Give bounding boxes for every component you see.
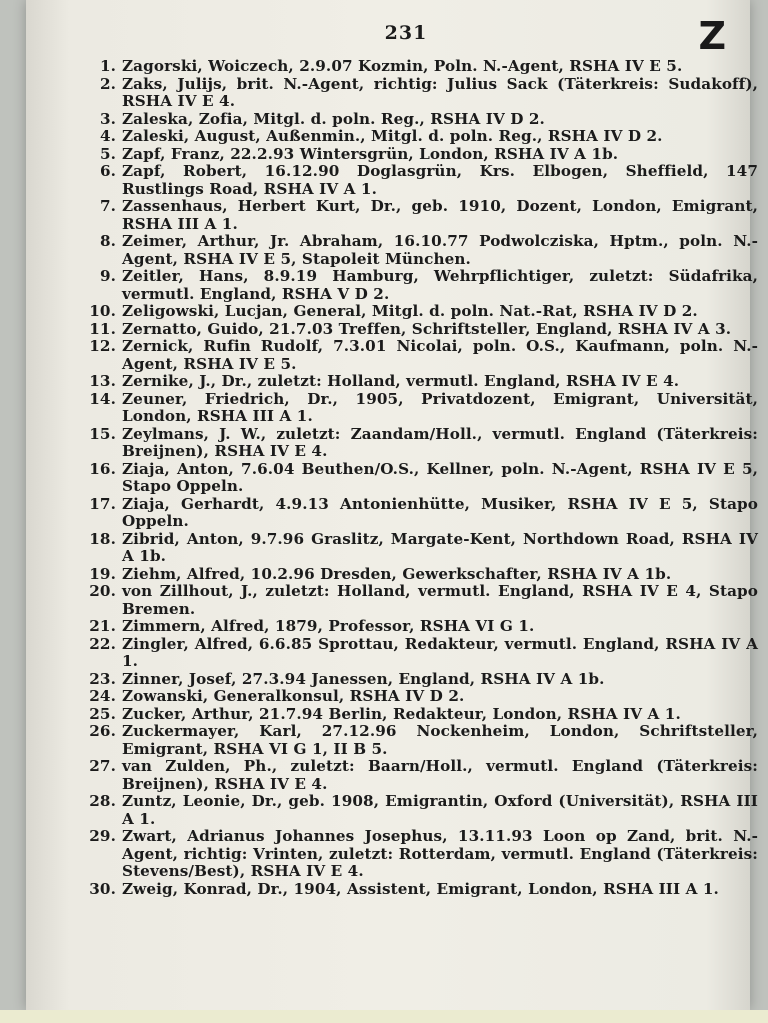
entry-text: Zeuner, Friedrich, Dr., 1905, Privatdozent, Emigrant, Universität, London, RSHA III A 1. xyxy=(122,389,758,425)
entry-text: Zapf, Robert, 16.12.90 Doglasgrün, Krs. Elbogen, Sheffield, 147 Rustlings Road, RSHA IV A 1. xyxy=(122,162,758,198)
entry-text: Zweig, Konrad, Dr., 1904, Assistent, Emigrant, London, RSHA III A 1. xyxy=(122,879,719,898)
list-item xyxy=(86,496,758,531)
list-item xyxy=(86,688,758,706)
list-item xyxy=(86,723,758,758)
entry-text: Ziaja, Gerhardt, 4.9.13 Antonienhütte, Musiker, RSHA IV E 5, Stapo Oppeln. xyxy=(122,494,758,530)
list-item xyxy=(86,338,758,373)
list-item xyxy=(86,583,758,618)
entry-text: Zucker, Arthur, 21.7.94 Berlin, Redakteur, London, RSHA IV A 1. xyxy=(122,704,681,723)
list-item xyxy=(86,618,758,636)
entry-text: Ziaja, Anton, 7.6.04 Beuthen/O.S., Kellner, poln. N.-Agent, RSHA IV E 5, Stapo Oppeln. xyxy=(122,459,758,495)
entry-text: Zassenhaus, Herbert Kurt, Dr., geb. 1910, Dozent, London, Emigrant, RSHA III A 1. xyxy=(122,197,758,233)
entry-number: 19. xyxy=(89,564,116,583)
list-item xyxy=(86,163,758,198)
list-item xyxy=(86,146,758,164)
list-item xyxy=(86,76,758,111)
entry-number: 3. xyxy=(99,109,116,128)
entry-number: 30. xyxy=(89,879,116,898)
list-item xyxy=(86,461,758,496)
entry-text: Zeligowski, Lucjan, General, Mitgl. d. poln. Nat.-Rat, RSHA IV D 2. xyxy=(122,302,698,320)
entry-number: 24. xyxy=(89,687,116,705)
entry-number: 17. xyxy=(89,494,116,513)
list-item xyxy=(86,636,758,671)
list-item xyxy=(86,531,758,566)
entry-number: 6. xyxy=(99,162,116,180)
entry-number: 16. xyxy=(89,459,116,478)
entry-number: 10. xyxy=(89,302,116,320)
list-item xyxy=(86,198,758,233)
entry-number: 27. xyxy=(89,757,116,775)
entry-text: Zaleska, Zofia, Mitgl. d. poln. Reg., RSHA IV D 2. xyxy=(122,109,545,128)
list-item xyxy=(86,881,758,899)
list-item xyxy=(86,111,758,129)
bottom-strip xyxy=(0,1010,768,1023)
entry-number: 2. xyxy=(99,74,116,93)
list-item xyxy=(86,373,758,391)
entry-number: 4. xyxy=(99,127,116,145)
entry-number: 26. xyxy=(89,722,116,740)
list-item xyxy=(86,793,758,828)
entry-number: 22. xyxy=(89,634,116,653)
entry-list xyxy=(86,58,758,898)
entry-number: 5. xyxy=(99,144,116,163)
entry-text: Zagorski, Woiczech, 2.9.07 Kozmin, Poln. N.-Agent, RSHA IV E 5. xyxy=(122,57,683,75)
entry-number: 15. xyxy=(89,424,116,443)
list-item xyxy=(86,268,758,303)
document-page xyxy=(26,0,758,1010)
entry-number: 7. xyxy=(99,197,116,215)
list-item xyxy=(86,128,758,146)
list-item xyxy=(86,671,758,689)
entry-text: Zeylmans, J. W., zuletzt: Zaandam/Holl., vermutl. England (Täterkreis: Breijnen), RSHA IV E 4. xyxy=(122,424,758,460)
entry-text: Zimmern, Alfred, 1879, Professor, RSHA VI G 1. xyxy=(122,617,535,635)
list-item xyxy=(86,391,758,426)
entry-text: Zwart, Adrianus Johannes Josephus, 13.11.93 Loon op Zand, brit. N.-Agent, richtig: Vrinten, zuletzt: Rotterdam, vermutl. England (Täterkreis: Stevens/Best), RSHA IV E 4. xyxy=(122,827,758,880)
entry-text: Zernike, J., Dr., zuletzt: Holland, vermutl. England, RSHA IV E 4. xyxy=(122,372,680,390)
list-item xyxy=(86,566,758,584)
entry-text: Zernatto, Guido, 21.7.03 Treffen, Schriftsteller, England, RSHA IV A 3. xyxy=(122,319,732,338)
section-letter: Z xyxy=(698,14,726,58)
entry-text: Zibrid, Anton, 9.7.96 Graslitz, Margate-Kent, Northdown Road, RSHA IV A 1b. xyxy=(122,529,758,565)
list-item xyxy=(86,828,758,881)
list-item xyxy=(86,758,758,793)
entry-text: Zapf, Franz, 22.2.93 Wintersgrün, London, RSHA IV A 1b. xyxy=(122,144,619,163)
list-item xyxy=(86,58,758,76)
entry-number: 21. xyxy=(89,617,116,635)
entry-text: Zuckermayer, Karl, 27.12.96 Nockenheim, London, Schriftsteller, Emigrant, RSHA VI G 1, II B 5. xyxy=(122,722,758,758)
entry-number: 13. xyxy=(89,372,116,390)
entry-number: 23. xyxy=(89,669,116,688)
entry-text: Ziehm, Alfred, 10.2.96 Dresden, Gewerkschafter, RSHA IV A 1b. xyxy=(122,564,672,583)
entry-number: 8. xyxy=(99,232,116,250)
entry-number: 18. xyxy=(89,529,116,548)
entry-text: van Zulden, Ph., zuletzt: Baarn/Holl., vermutl. England (Täterkreis: Breijnen), RSHA IV E 4. xyxy=(122,757,758,793)
entry-text: Zingler, Alfred, 6.6.85 Sprottau, Redakteur, vermutl. England, RSHA IV A 1. xyxy=(122,634,758,670)
entry-number: 9. xyxy=(99,267,116,285)
page-number: 231 xyxy=(384,22,428,44)
list-item xyxy=(86,233,758,268)
list-item xyxy=(86,321,758,339)
list-item xyxy=(86,426,758,461)
entry-number: 25. xyxy=(89,704,116,723)
entry-number: 11. xyxy=(89,319,116,338)
entry-text: Zuntz, Leonie, Dr., geb. 1908, Emigrantin, Oxford (Universität), RSHA III A 1. xyxy=(122,792,758,828)
entry-text: Zeitler, Hans, 8.9.19 Hamburg, Wehrpflichtiger, zuletzt: Südafrika, vermutl. England, RSHA V D 2. xyxy=(122,267,758,303)
entry-text: Zowanski, Generalkonsul, RSHA IV D 2. xyxy=(122,687,465,705)
entry-text: Zaks, Julijs, brit. N.-Agent, richtig: Julius Sack (Täterkreis: Sudakoff), RSHA IV E 4. xyxy=(122,74,758,110)
entry-text: Zaleski, August, Außenmin., Mitgl. d. poln. Reg., RSHA IV D 2. xyxy=(122,127,663,145)
list-item xyxy=(86,706,758,724)
entry-text: Zinner, Josef, 27.3.94 Janessen, England, RSHA IV A 1b. xyxy=(122,669,605,688)
entry-number: 1. xyxy=(99,57,116,75)
entry-number: 28. xyxy=(89,792,116,810)
entry-text: Zernick, Rufin Rudolf, 7.3.01 Nicolai, poln. O.S., Kaufmann, poln. N.-Agent, RSHA IV E 5. xyxy=(122,337,758,373)
entry-number: 20. xyxy=(89,582,116,600)
entry-text: Zeimer, Arthur, Jr. Abraham, 16.10.77 Podwolcziska, Hptm., poln. N.-Agent, RSHA IV E 5, Stapoleit München. xyxy=(122,232,758,268)
entry-number: 29. xyxy=(89,827,116,845)
entry-text: von Zillhout, J., zuletzt: Holland, vermutl. England, RSHA IV E 4, Stapo Bremen. xyxy=(122,582,758,618)
entry-number: 12. xyxy=(89,337,116,355)
list-item xyxy=(86,303,758,321)
entry-number: 14. xyxy=(89,389,116,408)
